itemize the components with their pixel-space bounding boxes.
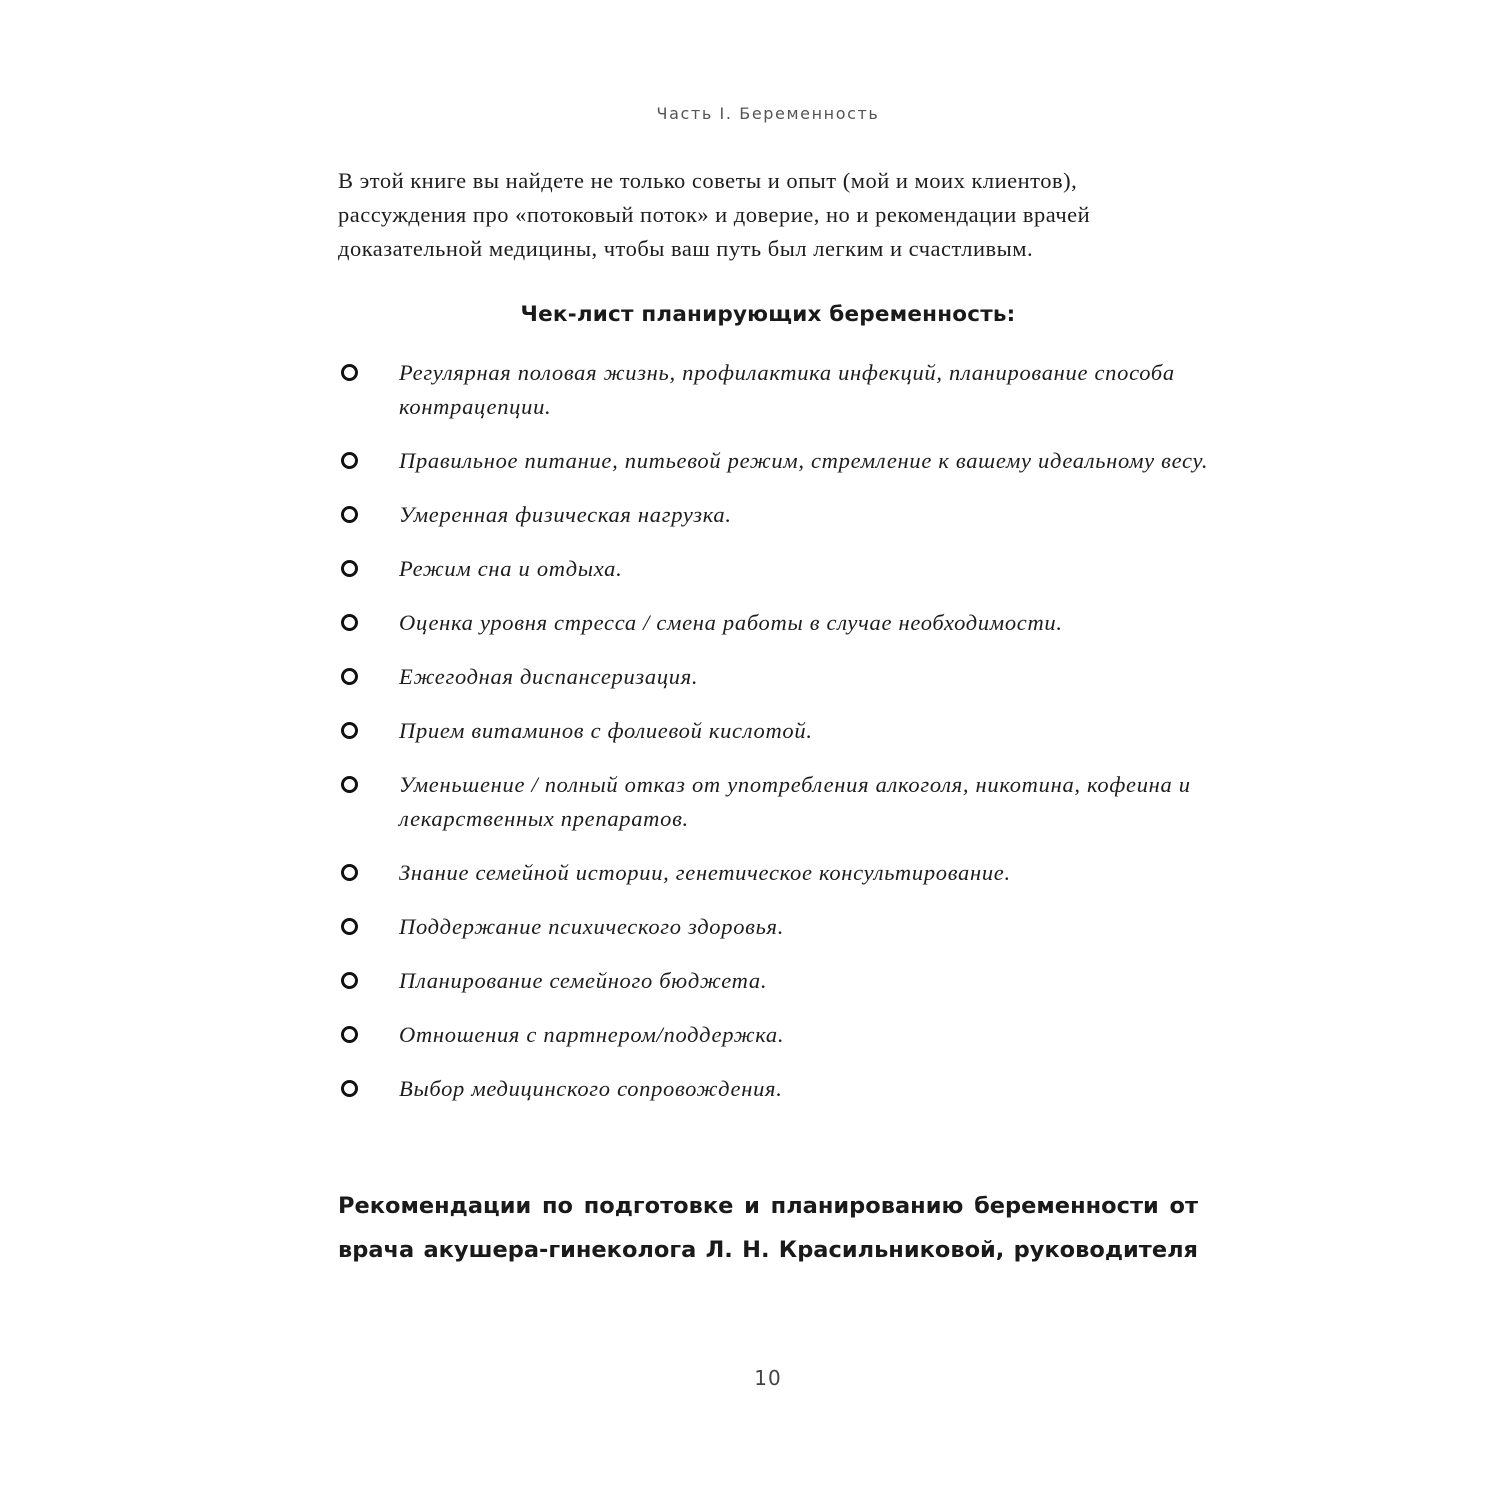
checklist-item bbox=[338, 552, 1218, 586]
circle-outline-icon bbox=[341, 972, 358, 989]
circle-outline-icon bbox=[341, 364, 358, 381]
circle-outline-icon bbox=[341, 560, 358, 577]
page-number: 10 bbox=[754, 1366, 782, 1390]
checklist-item-text: Умеренная физическая нагрузка. bbox=[399, 502, 732, 527]
circle-outline-icon bbox=[341, 864, 358, 881]
checklist-item-text: Планирование семейного бюджета. bbox=[399, 968, 768, 993]
checklist-item-text: Правильное питание, питьевой режим, стремление к вашему идеальному весу. bbox=[399, 448, 1209, 473]
checklist-item bbox=[338, 1072, 1218, 1106]
checklist-item-text: Оценка уровня стресса / смена работы в случае необходимости. bbox=[399, 610, 1063, 635]
circle-outline-icon bbox=[341, 614, 358, 631]
checklist-item-text: Регулярная половая жизнь, профилактика инфекций, планирование способа контрацепции. bbox=[399, 360, 1175, 419]
checklist-item-text: Прием витаминов с фолиевой кислотой. bbox=[399, 718, 813, 743]
circle-outline-icon bbox=[341, 506, 358, 523]
checklist-item-text: Уменьшение / полный отказ от употребления алкоголя, никотина, кофеина и лекарственных препаратов. bbox=[399, 772, 1191, 831]
circle-outline-icon bbox=[341, 776, 358, 793]
checklist-item bbox=[338, 964, 1218, 998]
section-heading: Рекомендации по подготовке и планированию беременности от врача акушера-гинеколога Л. Н. Красильниковой, руководителя bbox=[338, 1193, 1198, 1263]
checklist-item-text: Режим сна и отдыха. bbox=[399, 556, 623, 581]
circle-outline-icon bbox=[341, 1026, 358, 1043]
checklist-item-text: Ежегодная диспансеризация. bbox=[399, 664, 699, 689]
checklist-item bbox=[338, 714, 1218, 748]
checklist-item-text: Поддержание психического здоровья. bbox=[399, 914, 785, 939]
circle-outline-icon bbox=[341, 452, 358, 469]
circle-outline-icon bbox=[341, 918, 358, 935]
running-head: Часть I. Беременность bbox=[656, 104, 880, 123]
checklist-item bbox=[338, 498, 1218, 532]
checklist-title: Чек-лист планирующих беременность: bbox=[520, 302, 1016, 327]
checklist-item bbox=[338, 660, 1218, 694]
checklist-item bbox=[338, 768, 1218, 836]
circle-outline-icon bbox=[341, 1080, 358, 1097]
intro-paragraph: В этой книге вы найдете не только советы и опыт (мой и моих клиентов), рассуждения про «потоковый поток» и доверие, но и рекомендации врачей доказательной медицины, чтобы ваш путь был легким и счастливым. bbox=[338, 168, 1091, 261]
checklist-item bbox=[338, 444, 1218, 478]
circle-outline-icon bbox=[341, 668, 358, 685]
checklist-item bbox=[338, 1018, 1218, 1052]
checklist-item-text: Отношения с партнером/поддержка. bbox=[399, 1022, 785, 1047]
checklist-item-text: Знание семейной истории, генетическое консультирование. bbox=[399, 860, 1011, 885]
checklist-item bbox=[338, 910, 1218, 944]
checklist-item bbox=[338, 356, 1218, 424]
checklist-item bbox=[338, 856, 1218, 890]
circle-outline-icon bbox=[341, 722, 358, 739]
checklist bbox=[338, 356, 1218, 1126]
checklist-item-text: Выбор медицинского сопровождения. bbox=[399, 1076, 783, 1101]
checklist-item bbox=[338, 606, 1218, 640]
